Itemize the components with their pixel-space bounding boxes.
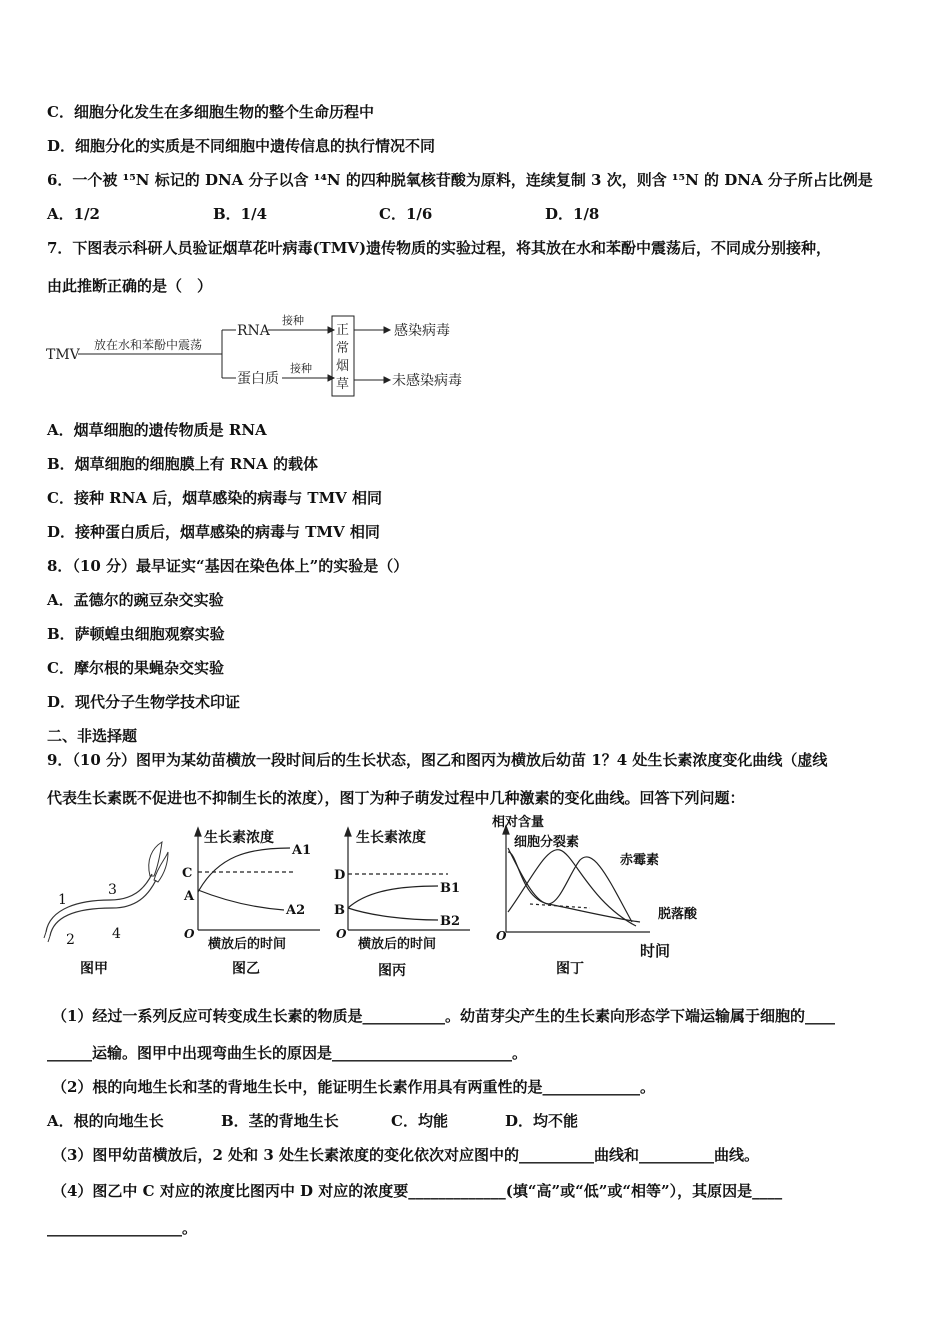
bing-b2-label: B2 (440, 914, 461, 929)
tmv-host-label (336, 323, 353, 392)
p2-option-b: B．茎的背地生长 (221, 1112, 339, 1130)
p2-option-a: A．根的向地生长 (47, 1112, 164, 1130)
ding-abscisic-label: 脱落酸 (658, 907, 698, 922)
q8-option-b: B．萨顿蝗虫细胞观察实验 (47, 625, 225, 643)
q7-option-d: D．接种蛋白质后，烟草感染的病毒与 TMV 相同 (47, 523, 380, 541)
question-9-stem-1: 9．（10 分）图甲为某幼苗横放一段时间后的生长状态，图乙和图丙为横放后幼苗 1？4 处生长素浓度变化曲线（虚线 (47, 751, 828, 769)
p2-option-c: C．均能 (391, 1112, 448, 1130)
q6-option-a: A．1/2 (47, 205, 100, 223)
q7-option-a: A．烟草细胞的遗传物质是 RNA (47, 421, 267, 439)
tmv-experiment-diagram (44, 312, 484, 404)
bing-b-label: B (334, 903, 345, 918)
q9-part4-line1: （4）图乙中 C 对应的浓度比图丙中 D 对应的浓度要_____________(填“高”或“低”或“相等”），其原因是____ (52, 1182, 783, 1200)
ding-cytokinin-label: 细胞分裂素 (514, 835, 580, 850)
caption-ding: 图丁 (556, 961, 584, 977)
q9-part3: （3）图甲幼苗横放后，2 处和 3 处生长素浓度的变化依次对应图中的__________曲线和__________曲线。 (52, 1146, 759, 1164)
question-7-stem-1: 7．下图表示科研人员验证烟草花叶病毒(TMV)遗传物质的实验过程，将其放在水和苯酚中震荡后，不同成分别接种， (47, 239, 832, 257)
seedling-point-4: 4 (112, 926, 121, 942)
bing-origin: O (336, 927, 347, 941)
tmv-result-not-infected: 未感染病毒 (392, 373, 462, 389)
bing-xlabel: 横放后的时间 (358, 937, 437, 952)
tmv-inoculate-label-1: 接种 (282, 314, 304, 327)
tmv-host-char: 草 (336, 377, 350, 392)
figure-bing-chart (332, 826, 482, 956)
figure-ding-chart (490, 812, 700, 962)
caption-jia: 图甲 (80, 961, 108, 977)
question-8-stem: 8．（10 分）最早证实“基因在染色体上”的实验是（） (47, 557, 409, 575)
section-2-heading: 二、非选择题 (47, 727, 138, 745)
ding-gibberellin-label: 赤霉素 (620, 853, 660, 868)
yi-a2-label: A2 (286, 903, 306, 918)
q9-part2-options (47, 1111, 578, 1131)
question-6-options (47, 204, 599, 224)
yi-origin: O (184, 927, 195, 941)
bing-ylabel: 生长素浓度 (356, 830, 426, 846)
q9-part1-line2: ______运输。图甲中出现弯曲生长的原因是________________________。 (47, 1044, 528, 1062)
q8-option-a: A．孟德尔的豌豆杂交实验 (47, 591, 224, 609)
ding-ylabel: 相对含量 (492, 815, 545, 830)
yi-ylabel: 生长素浓度 (204, 830, 274, 846)
q9-part1-line1: （1）经过一系列反应可转变成生长素的物质是___________。幼苗芽尖产生的生长素向形态学下端运输属于细胞的____ (52, 1007, 835, 1025)
q6-option-c: C．1/6 (379, 205, 433, 223)
ding-origin: O (496, 929, 507, 943)
q8-option-c: C．摩尔根的果蝇杂交实验 (47, 659, 224, 677)
tmv-rna-label: RNA (237, 323, 270, 339)
bing-b1-label: B1 (440, 881, 461, 896)
yi-a-label: A (184, 889, 195, 904)
q9-part4-line2: __________________。 (47, 1219, 198, 1237)
tmv-source-label: TMV (46, 347, 80, 363)
tmv-treatment-label: 放在水和苯酚中震荡 (94, 338, 203, 352)
option-c-differentiation: C．细胞分化发生在多细胞生物的整个生命历程中 (47, 103, 374, 121)
question-7-stem-2: 由此推断正确的是（ ） (47, 277, 213, 295)
seedling-point-2: 2 (66, 932, 75, 948)
q9-part2-stem: （2）根的向地生长和茎的背地生长中，能证明生长素作用具有两重性的是_____________。 (52, 1078, 655, 1096)
caption-yi: 图乙 (232, 961, 260, 977)
q8-option-d: D．现代分子生物学技术印证 (47, 693, 241, 711)
option-d-differentiation: D．细胞分化的实质是不同细胞中遗传信息的执行情况不同 (47, 137, 436, 155)
figure-yi-chart (178, 826, 328, 956)
seedling-point-3: 3 (108, 882, 117, 898)
question-6-stem: 6．一个被 ¹⁵N 标记的 DNA 分子以含 ¹⁴N 的四种脱氧核苷酸为原料，连续复制 3 次，则含 ¹⁵N 的 DNA 分子所占比例是 (47, 171, 873, 189)
tmv-host-char: 正 (336, 323, 350, 338)
seedling-point-1: 1 (58, 892, 67, 908)
ding-xlabel: 时间 (640, 942, 671, 960)
tmv-result-infected: 感染病毒 (394, 323, 450, 339)
tmv-host-char: 常 (336, 341, 350, 356)
tmv-protein-label: 蛋白质 (237, 371, 279, 387)
p2-option-d: D．均不能 (505, 1112, 579, 1130)
q6-option-d: D．1/8 (545, 205, 600, 223)
figure-jia-seedling (40, 838, 170, 948)
yi-xlabel: 横放后的时间 (208, 937, 287, 952)
tmv-inoculate-label-2: 接种 (290, 362, 312, 375)
bing-d-label: D (334, 868, 346, 883)
yi-c-label: C (182, 866, 193, 881)
yi-a1-label: A1 (292, 843, 312, 858)
caption-bing: 图丙 (378, 963, 406, 979)
q7-option-b: B．烟草细胞的细胞膜上有 RNA 的载体 (47, 455, 318, 473)
question-9-stem-2: 代表生长素既不促进也不抑制生长的浓度），图丁为种子萌发过程中几种激素的变化曲线。回答下列问题： (47, 789, 745, 807)
tmv-host-char: 烟 (336, 359, 350, 374)
q7-option-c: C．接种 RNA 后，烟草感染的病毒与 TMV 相同 (47, 489, 383, 507)
q6-option-b: B．1/4 (213, 205, 268, 223)
